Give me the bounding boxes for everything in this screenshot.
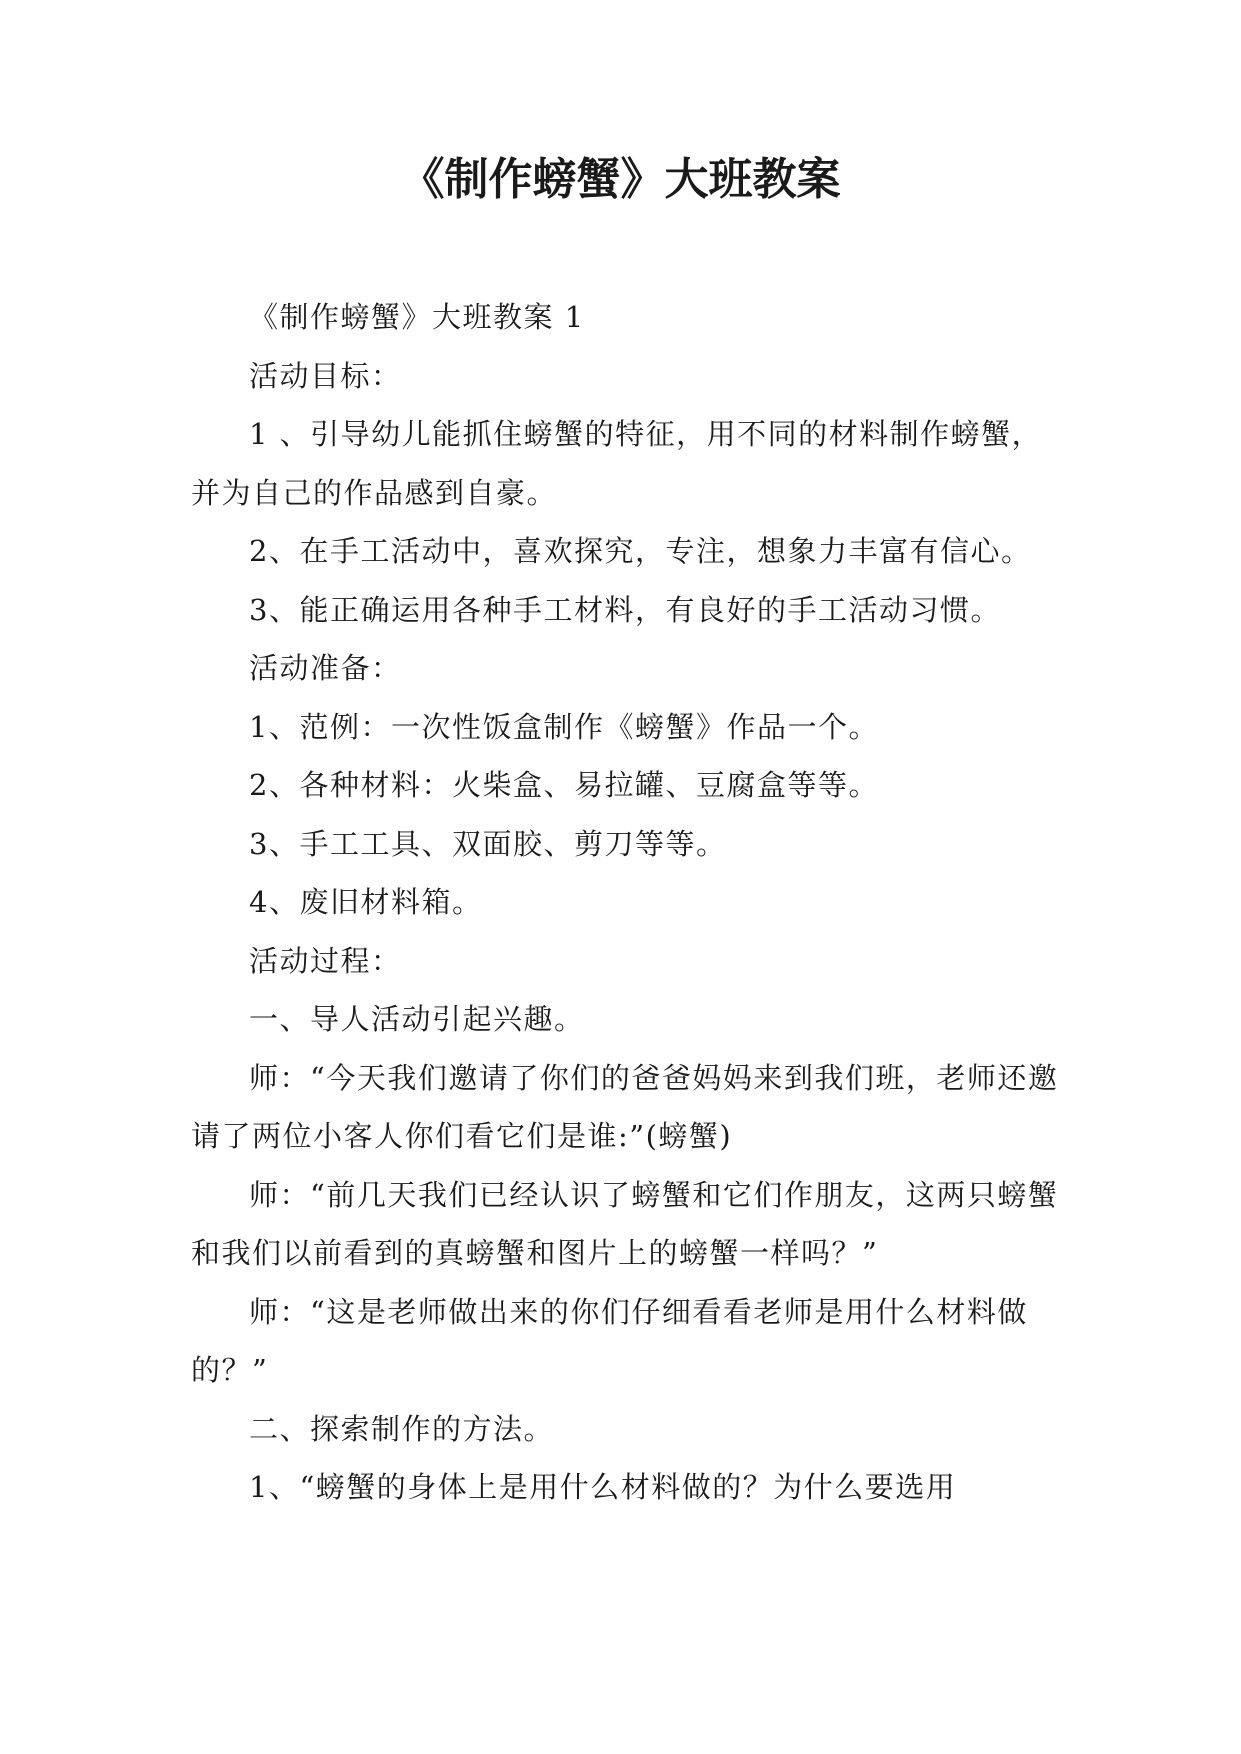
preparation-item: 1、范例：一次性饭盒制作《螃蟹》作品一个。 <box>249 709 879 744</box>
document-title: 《制作螃蟹》大班教案 <box>400 154 841 205</box>
preparation-item: 3、手工工具、双面胶、剪刀等等。 <box>249 826 727 861</box>
process-step: 一、导人活动引起兴趣。 <box>249 1002 585 1036</box>
preparation-item: 2、各种材料：火柴盒、易拉罐、豆腐盒等等。 <box>249 768 879 802</box>
teacher-dialogue: 师：“今天我们邀请了你们的爸爸妈妈来到我们班，老师还邀请了两位小客人你们看它们是谁:”(螃蟹) <box>191 1060 1059 1153</box>
section-heading: 《制作螃蟹》大班教案 1 <box>249 300 585 334</box>
process-step: 二、探索制作的方法。 <box>249 1411 555 1446</box>
goal-item: 3、能正确运用各种手工材料，有良好的手工活动习惯。 <box>249 592 1001 627</box>
document-body <box>191 288 1063 1517</box>
teacher-dialogue: 师：“前几天我们已经认识了螃蟹和它们作朋友，这两只螃蟹和我们以前看到的真螃蟹和图片上的螃蟹一样吗？” <box>191 1177 1059 1270</box>
subheading-goals: 活动目标： <box>249 358 402 393</box>
goal-item: 1 、引导幼儿能抓住螃蟹的特征，用不同的材料制作螃蟹，并为自己的作品感到自豪。 <box>191 417 1043 510</box>
goal-item: 2、在手工活动中，喜欢探究，专注，想象力丰富有信心。 <box>249 534 1032 568</box>
subheading-process: 活动过程： <box>249 943 402 978</box>
subheading-preparation: 活动准备： <box>249 651 402 685</box>
preparation-item: 4、废旧材料箱。 <box>249 885 483 919</box>
teacher-dialogue: 师：“这是老师做出来的你们仔细看看老师是用什么材料做的？” <box>191 1294 1028 1387</box>
process-substep: 1、“螃蟹的身体上是用什么材料做的？为什么要选用 <box>249 1470 957 1504</box>
